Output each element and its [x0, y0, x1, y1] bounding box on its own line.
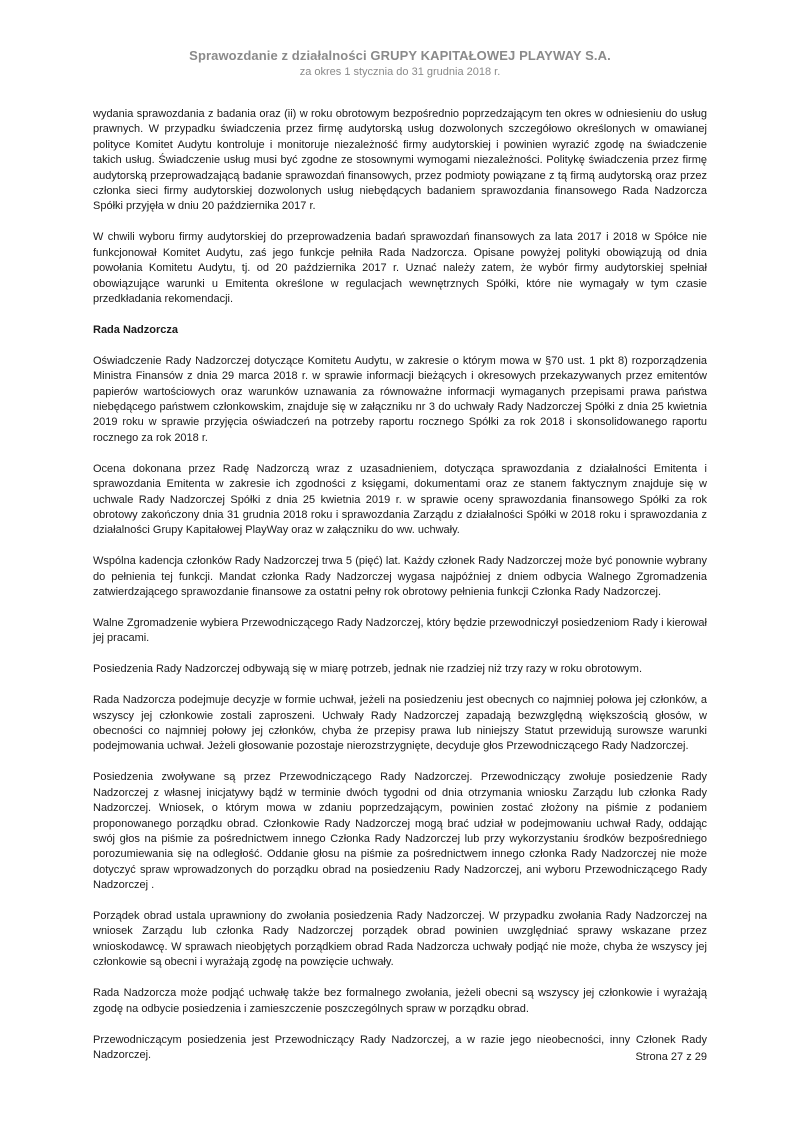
paragraph-convening: Posiedzenia zwoływane są przez Przewodniczącego Rady Nadzorczej. Przewodniczący zwołuje posiedzenie Rady Nadzorczej z własnej inicjatywy bądź w terminie dwóch tygodni od dnia otrzymania wniosku Zarządu lub członka Rady Nadzorczej. Wniosek, o którym mowa w zdaniu poprzedzającym, powinien zostać złożony na piśmie z podaniem proponowanego porządku obrad. Członkowie Rady Nadzorczej mogą brać udział w podejmowaniu uchwał Rady, oddając swój głos na piśmie za pośrednictwem innego Członka Rady Nadzorczej lub przy wykorzystaniu środków bezpośredniego porozumiewania się na odległość. Oddanie głosu na piśmie za pośrednictwem innego członka Rady Nadzorczej nie może dotyczyć spraw wprowadzonych do porządku obrad na posiedzeniu Rady Nadzorczej, ani wyboru Przewodniczącego Rady Nadzorczej .: [93, 771, 707, 892]
report-title: Sprawozdanie z działalności GRUPY KAPITAŁOWEJ PLAYWAY S.A.: [189, 48, 611, 63]
paragraph-board-statement: Oświadczenie Rady Nadzorczej dotyczące Komitetu Audytu, w zakresie o którym mowa w §70 ust. 1 pkt 8) rozporządzenia Ministra Finansów z dnia 29 marca 2018 r. w sprawie informacji bieżących i okresowych przekazywanych przez emitentów papierów wartościowych oraz warunków uznawania za równoważne informacji wymaganych przepisami prawa państwa niebędącego państwem członkowskim, znajduje się w załączniku nr 3 do uchwały Rady Nadzorczej Spółki z dnia 25 kwietnia 2019 roku w sprawie przyjęcia oświadczeń na potrzeby raportu rocznego Spółki za rok 2018 i skonsolidowanego raportu rocznego za rok 2018 r.: [93, 354, 707, 444]
paragraph-informal-meeting: Rada Nadzorcza może podjąć uchwałę także bez formalnego zwołania, jeżeli obecni są wszyscy jej członkowie i wyrażają zgodę na odbycie posiedzenia i zamieszczenie poszczególnych spraw w porządku obrad.: [93, 987, 707, 1015]
paragraph-term-of-office: Wspólna kadencja członków Rady Nadzorczej trwa 5 (pięć) lat. Każdy członek Rady Nadzorczej może być ponownie wybrany do pełnienia tej funkcji. Mandat członka Rady Nadzorczej wygasa najpóźniej z dniem odbycia Walnego Zgromadzenia zatwierdzającego sprawozdanie finansowe za ostatni pełny rok obrotowy pełnienia funkcji Członka Rady Nadzorczej.: [93, 555, 707, 599]
section-heading-supervisory-board: Rada Nadzorcza: [93, 323, 178, 336]
page-header: [0, 48, 800, 78]
report-period: za okres 1 stycznia do 31 grudnia 2018 r.: [299, 66, 501, 78]
paragraph-audit-firm-choice: W chwili wyboru firmy audytorskiej do przeprowadzenia badań sprawozdań finansowych za lata 2017 i 2018 w Spółce nie funkcjonował Komitet Audytu, zaś jego funkcje pełniła Rada Nadzorcza. Opisane powyżej polityki obowiązują od dnia powołania Komitetu Audytu, tj. od 20 października 2017 r. Uznać należy zatem, że wybór firmy audytorskiej spełniał obowiązujące warunki u Emitenta określone w regulacjach wewnętrznych Spółki, które nie wymagały w tym czasie przedkładania rekomendacji.: [93, 231, 707, 305]
document-body: [93, 107, 707, 1079]
paragraph-audit-policy: wydania sprawozdania z badania oraz (ii) w roku obrotowym bezpośrednio poprzedzającym ten okres w odniesieniu do usług prawnych. W przypadku świadczenia przez firmę audytorską usług dozwolonych szczegółowo określonych w omawianej polityce Komitet Audytu kontroluje i monitoruje niezależność firmy audytorskiej i powinien wyrazić zgodę na świadczenie takich usług. Świadczenie usług musi być zgodne ze stosownymi wymogami niezależności. Politykę świadczenia przez firmę audytorską przeprowadzającą badanie sprawozdań finansowych, przez podmioty powiązane z tą firmą audytorską oraz przez członka sieci firmy audytorskiej dozwolonych usług niebędących badaniem sprawozdania finansowego Rada Nadzorcza Spółki przyjęła w dniu 20 października 2017 r.: [93, 108, 707, 213]
paragraph-agenda: Porządek obrad ustala uprawniony do zwołania posiedzenia Rady Nadzorczej. W przypadku zwołania Rady Nadzorczej na wniosek Zarządu lub członka Rady Nadzorczej porządek obrad powinien uwzględniać sprawy wskazane przez wnioskodawcę. W sprawach nieobjętych porządkiem obrad Rada Nadzorcza uchwały podjąć nie może, chyba że wszyscy jej członkowie są obecni i wyrażają zgodę na powzięcie uchwały.: [93, 910, 707, 969]
page-number: Strona 27 z 29: [635, 1051, 707, 1063]
paragraph-meeting-frequency: Posiedzenia Rady Nadzorczej odbywają się w miarę potrzeb, jednak nie rzadziej niż trzy razy w roku obrotowym.: [93, 663, 643, 676]
paragraph-resolutions: Rada Nadzorcza podejmuje decyzje w formie uchwał, jeżeli na posiedzeniu jest obecnych co najmniej połowa jej członków, a wszyscy jej członkowie zostali zaproszeni. Uchwały Rady Nadzorczej zapadają bezwzględną większością głosów, w obecności co najmniej połowy jej członków, chyba że przepisy prawa lub niniejszy Statut przewidują surowsze warunki podejmowania uchwał. Jeżeli głosowanie pozostaje nierozstrzygnięte, decyduje głos Przewodniczącego Rady Nadzorczej.: [93, 694, 707, 753]
paragraph-meeting-chair: Przewodniczącym posiedzenia jest Przewodniczący Rady Nadzorczej, a w razie jego nieobecności, inny Członek Rady Nadzorczej.: [93, 1033, 707, 1061]
paragraph-chairman-election: Walne Zgromadzenie wybiera Przewodniczącego Rady Nadzorczej, który będzie przewodniczył posiedzeniom Rady i kierował jej pracami.: [93, 616, 707, 645]
paragraph-board-assessment: Ocena dokonana przez Radę Nadzorczą wraz z uzasadnieniem, dotycząca sprawozdania z działalności Emitenta i sprawozdania Emitenta w zakresie ich zgodności z księgami, dokumentami oraz ze stanem faktycznym znajduje się w uchwale Rady Nadzorczej Spółki z dnia 25 kwietnia 2019 r. w sprawie oceny sprawozdania finansowego Spółki za rok obrotowy zakończony dnia 31 grudnia 2018 roku i sprawozdania Zarządu z działalności Spółki w 2018 roku i sprawozdania z działalności Grupy Kapitałowej PlayWay oraz w załączniku do ww. uchwały.: [93, 462, 707, 537]
